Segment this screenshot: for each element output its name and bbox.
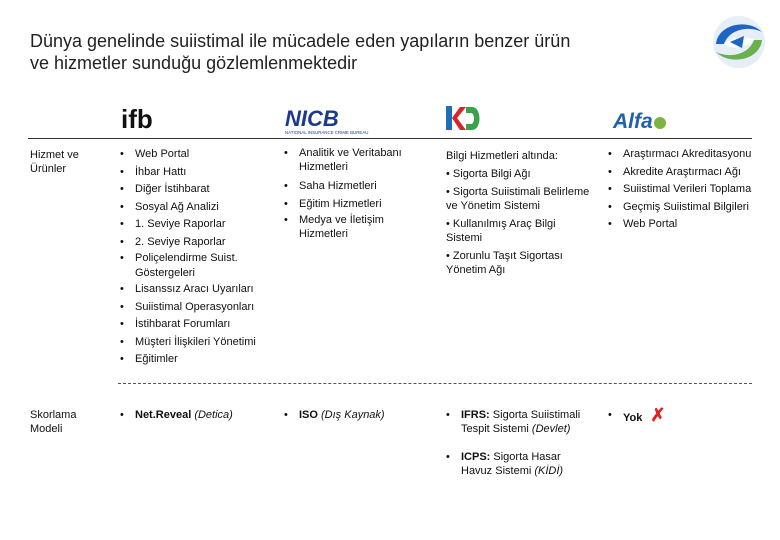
list-item: • 1. Seviye Raporlar: [120, 216, 275, 234]
nicb-services-list: [284, 146, 434, 241]
list-item: • Geçmiş Suiistimal Bilgileri: [608, 199, 778, 217]
list-item: • 2. Seviye Raporlar: [120, 234, 275, 252]
title-line-1: Dünya genelinde suiistimal ile mücadele eden yapıların benzer ürün: [30, 31, 571, 51]
list-item: • Eğitim Hizmetleri: [284, 196, 434, 214]
scoring-name: Net.Reveal: [135, 409, 192, 421]
nicb-scoring: [284, 408, 434, 436]
scoring-desc: Sigorta Hasar Havuz Sistemi: [461, 451, 561, 477]
list-item: • Analitik ve Veritabanı Hizmetleri: [284, 146, 434, 174]
scoring-source: (Dış Kaynak): [321, 409, 385, 421]
scoring-source: (Devlet): [531, 423, 571, 435]
corner-brand-logo: [708, 14, 770, 70]
list-item: • Medya ve İletişim Hizmetleri: [284, 213, 434, 241]
ifb-scoring: [120, 408, 275, 436]
list-item: • Zorunlu Taşıt Sigortası Yönetim Ağı: [446, 250, 563, 276]
scoring-name: IFRS:: [461, 409, 490, 421]
scoring-name: ISO: [299, 409, 318, 421]
page-title: [30, 30, 690, 74]
ifb-services-list: [120, 146, 275, 369]
row-label-scoring-line2: Modeli: [30, 423, 63, 435]
list-item: • İhbar Hattı: [120, 164, 275, 182]
scoring-desc: Sigorta Suiistimali Tespit Sistemi: [461, 409, 581, 435]
kid-logo: [444, 104, 484, 134]
list-item: • Araştırmacı Akreditasyonu: [608, 146, 778, 164]
header-divider: [28, 138, 752, 139]
nicb-logo: [284, 106, 374, 136]
list-item: • Lisanssız Aracı Uyarıları: [120, 281, 275, 299]
kid-scoring: [446, 408, 594, 492]
row-label-services-line2: Ürünler: [30, 163, 67, 175]
list-item: • Eğitimler: [120, 351, 275, 369]
title-line-2: ve hizmetler sunduğu gözlemlenmektedir: [30, 53, 358, 73]
list-item: • Suiistimal Operasyonları: [120, 299, 275, 317]
list-item: • İstihbarat Forumları: [120, 316, 275, 334]
list-item: • Sigorta Suiistimali Belirleme ve Yönetim Sistemi: [446, 186, 590, 212]
list-item: [284, 408, 434, 422]
row-label-scoring-line1: Skorlama: [30, 409, 77, 421]
scoring-source: (Detica): [194, 409, 233, 421]
scoring-name: ICPS:: [461, 451, 491, 463]
list-item: [446, 450, 594, 478]
list-item: [120, 408, 275, 422]
scoring-source: (KİDİ): [534, 465, 564, 477]
list-item: [608, 405, 758, 425]
list-item: • Sigorta Bilgi Ağı: [446, 168, 531, 180]
ifb-logo-text: ifb: [121, 106, 153, 134]
nicb-logo-subtext: NATIONAL INSURANCE CRIME BUREAU: [285, 130, 369, 135]
list-item: • Müşteri İlişkileri Yönetimi: [120, 334, 275, 352]
list-item: [446, 408, 594, 436]
list-item: • Kullanılmış Araç Bilgi Sistemi: [446, 218, 556, 244]
list-item: • Web Portal: [120, 146, 275, 164]
nicb-logo-text: NICB: [285, 106, 339, 131]
row-divider: [118, 383, 752, 384]
list-item: • Suiistimal Verileri Toplama: [608, 181, 778, 199]
row-label-services-line1: Hizmet ve: [30, 149, 79, 161]
list-item: • Akredite Araştırmacı Ağı: [608, 164, 778, 182]
list-item: • Poliçelendirme Suist. Göstergeleri: [120, 251, 275, 281]
ifb-logo: [120, 106, 176, 134]
list-item: • Web Portal: [608, 216, 778, 234]
kid-services-list: [446, 149, 591, 281]
alfa-scoring: [608, 405, 758, 439]
kid-intro: Bilgi Hizmetleri altında:: [446, 150, 558, 162]
row-label-scoring: [30, 408, 76, 436]
scoring-name: Yok: [623, 412, 643, 424]
alfa-logo: [612, 106, 668, 134]
list-item: • Sosyal Ağ Analizi: [120, 199, 275, 217]
alfa-services-list: [608, 146, 778, 234]
list-item: • Diğer İstihbarat: [120, 181, 275, 199]
row-label-services: [30, 148, 79, 176]
list-item: • Saha Hizmetleri: [284, 178, 434, 196]
x-mark-icon: ✗: [650, 405, 666, 425]
alfa-logo-text: Alfa: [613, 110, 653, 133]
